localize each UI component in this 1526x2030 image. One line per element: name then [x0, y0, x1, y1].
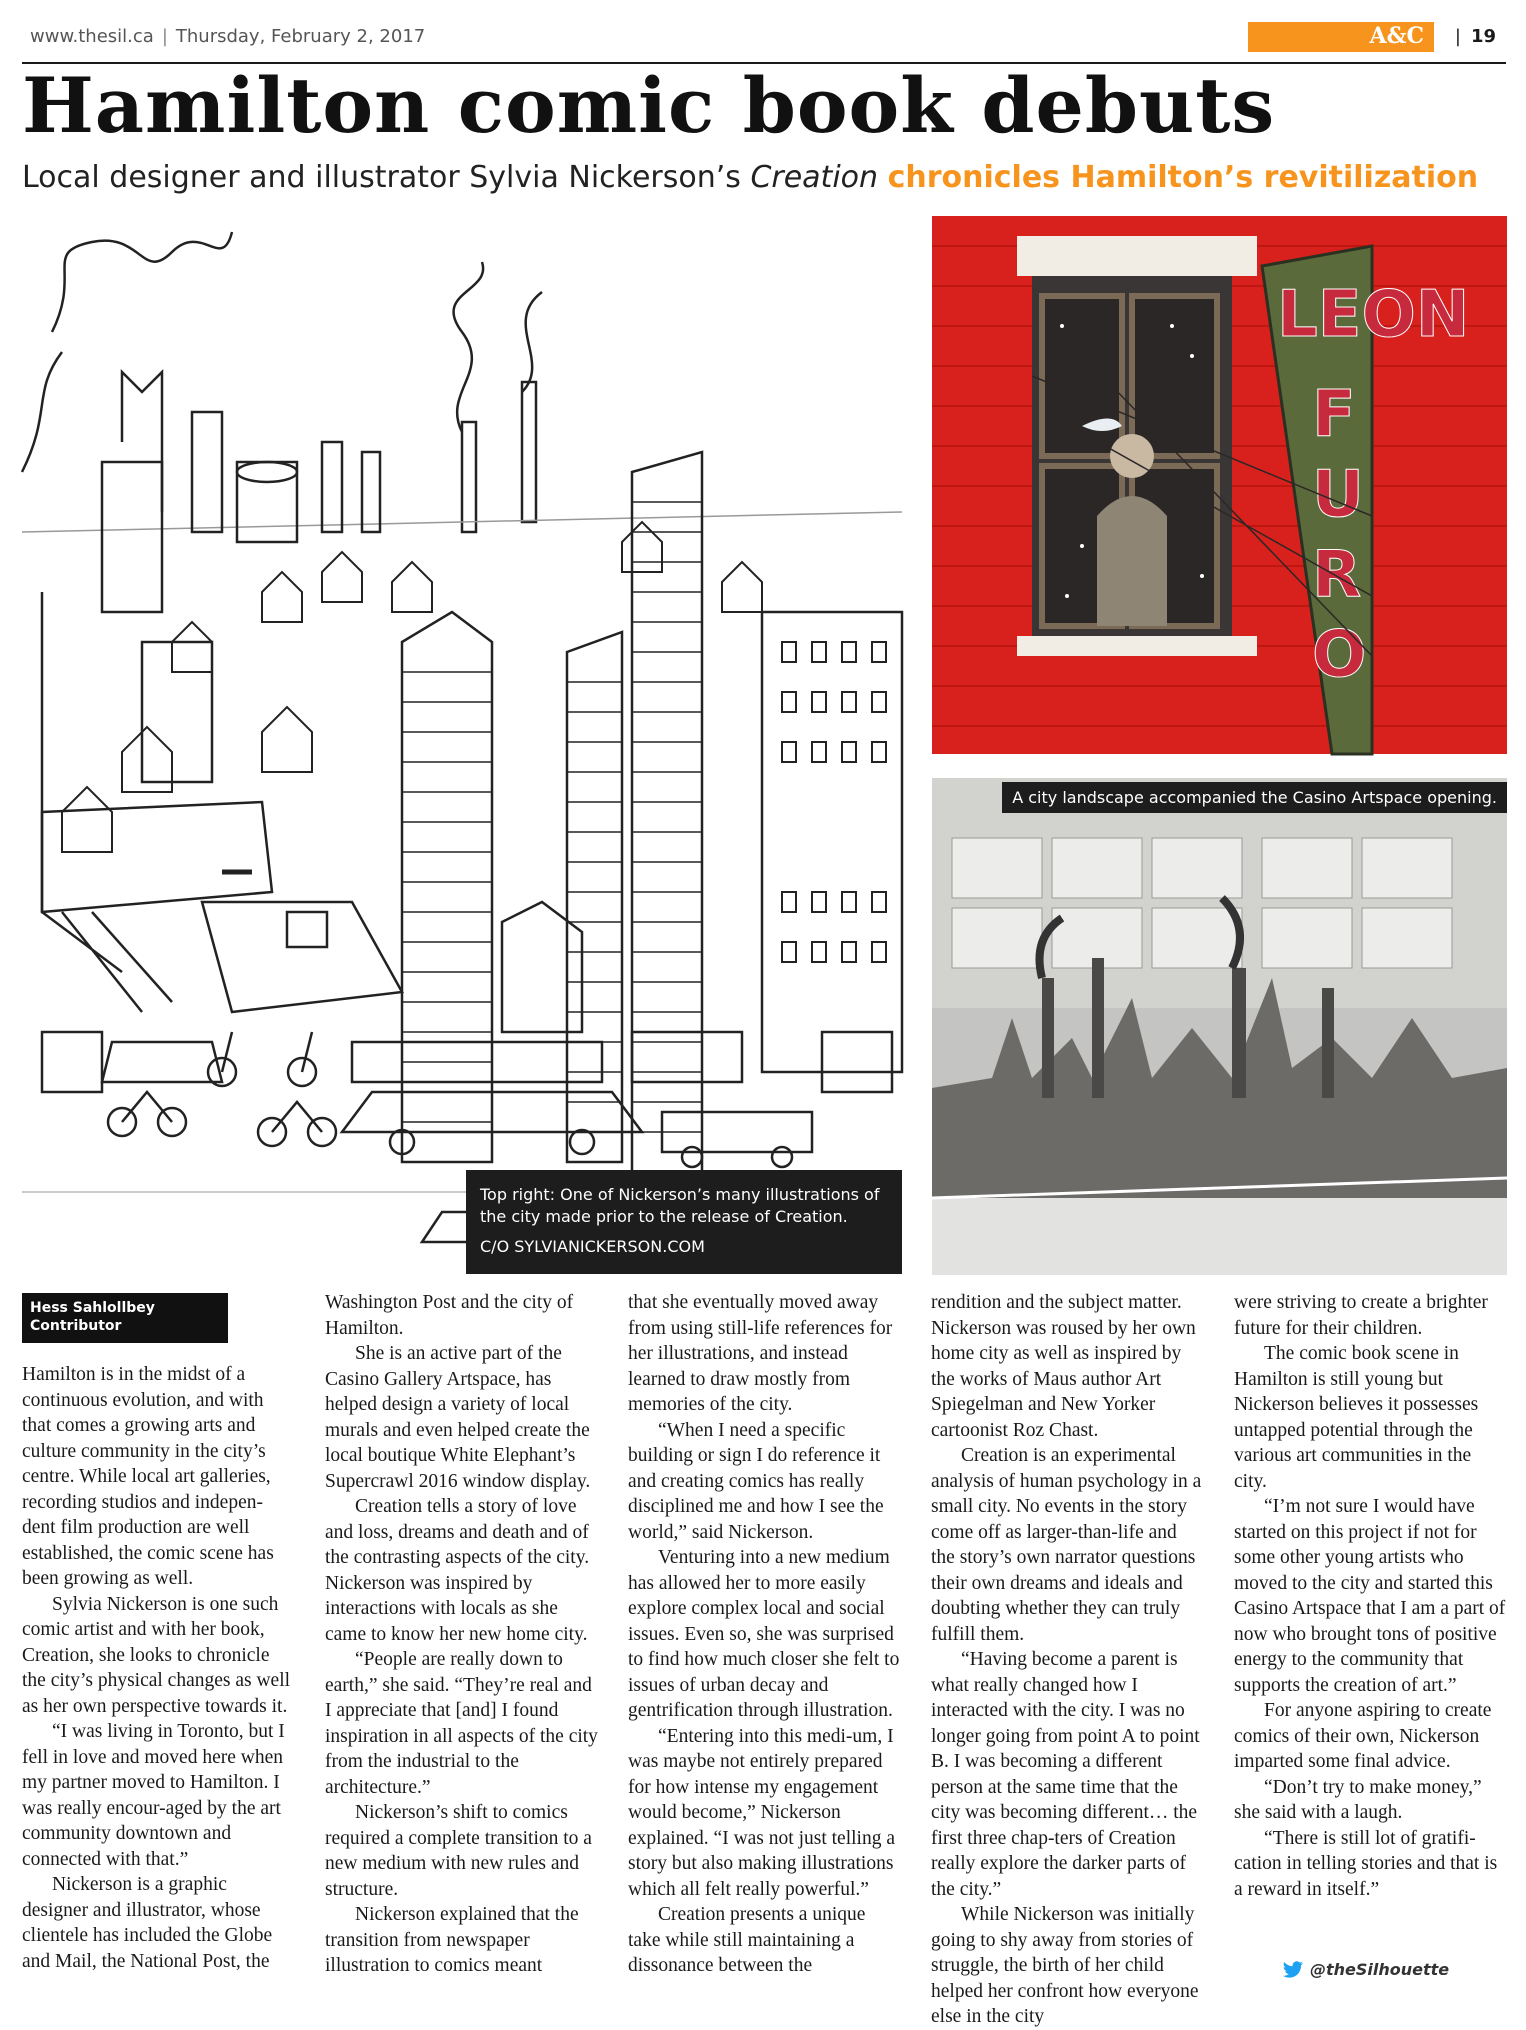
paragraph: Venturing into a new medium has allowed her to more easily explore complex local and social issues. Even so, she was surprised to find how much closer she felt to issues of urban decay and gentrification through illustration. [628, 1547, 900, 1721]
paragraph: Creation presents a unique take while still maintaining a dissonance between the [628, 1904, 866, 1976]
page-number: | 19 [1455, 26, 1496, 47]
twitter-handle-link[interactable] [1282, 1960, 1449, 1979]
masthead-info: www.thesil.ca | Thursday, February 2, 2017 [30, 26, 426, 47]
paragraph: Sylvia Nickerson is one such comic artist and with her book, Creation, she looks to chronicle the city’s physical changes as well as her own perspective towards it. [22, 1593, 291, 1717]
svg-text:R: R [1312, 538, 1362, 612]
red-brick-window-painting [932, 216, 1507, 754]
gallery-installation-photo [932, 778, 1507, 1275]
article-column-1 [22, 1362, 295, 1998]
image-caption [466, 1170, 902, 1274]
paragraph: “Having become a parent is what really changed how I interacted with the city. I was no longer going from point A to point B. I was becoming a different person at the same time that the city was becoming different… the first three chap-ters of Creation really explore the darker parts of the city.” [931, 1649, 1200, 1900]
paragraph: were striving to create a brighter future for their children. [1234, 1292, 1488, 1339]
image-caption-right: A city landscape accompanied the Casino Artspace opening. [1002, 782, 1507, 813]
photo-credit: C/O SYLVIANICKERSON.COM [480, 1237, 705, 1256]
subheadline [22, 160, 1478, 195]
subhead-space [878, 160, 888, 195]
paragraph: She is an active part of the Casino Gallery Artspace, has helped design a variety of local murals and even helped create the local boutique White Elephant’s Supercrawl 2016 window display. [325, 1343, 591, 1492]
paragraph: For anyone aspiring to create comics of their own, Nickerson imparted some final advice. [1234, 1700, 1492, 1772]
twitter-handle: @theSilhouette [1310, 1960, 1450, 1979]
site-url: www.thesil.ca [30, 26, 154, 47]
article-column-5 [1234, 1290, 1507, 1998]
article-column-2 [325, 1290, 598, 1998]
subhead-book-title: Creation [750, 160, 879, 195]
svg-text:U: U [1312, 458, 1364, 532]
paragraph: “There is still lot of gratifi-cation in telling stories and that is a reward in itself.” [1234, 1827, 1498, 1900]
paragraph: The comic book scene in Hamilton is still young but Nickerson believes it possesses untapped potential through the various art communities in the city. [1234, 1343, 1479, 1492]
paragraph: Nickerson’s shift to comics required a complete transition to a new medium with new rules and structure. [325, 1802, 592, 1900]
paragraph: Creation is an experimental analysis of human psychology in a small city. No events in the story come off as larger-than-life and the story’s own narrator questions their own dreams and ideals and doubting whether they can truly fulfill them. [931, 1445, 1202, 1645]
twitter-bird-icon [1282, 1961, 1304, 1979]
article-column-3 [628, 1290, 901, 1998]
paragraph: Nickerson explained that the transition from newspaper illustration to comics meant [325, 1904, 579, 1976]
article-column-4 [931, 1290, 1204, 2027]
section-label: A&C [1369, 23, 1424, 49]
section-tab [1248, 22, 1434, 52]
caption-text: Top right: One of Nickerson’s many illustrations of the city made prior to the release of Creation. [480, 1185, 880, 1226]
author-role: Contributor [30, 1318, 122, 1334]
paragraph: “I was living in Toronto, but I fell in love and moved here when my partner moved to Hamilton. I was really encour-aged by the art community downtown and connected with that.” [22, 1721, 285, 1870]
paragraph: Hamilton is in the midst of a continuous evolution, and with that comes a growing arts and culture community in the city’s centre. While local art galleries, recording studios and indepen-dent film production are well established, the comic scene has been growing as well. [22, 1364, 274, 1589]
paragraph: “Entering into this medi-um, I was maybe not entirely prepared for how intense my engagement would become,” Nickerson explained. “I was not just telling a story but also making illustrations which all felt really powerful.” [628, 1725, 895, 1900]
subhead-text: Local designer and illustrator Sylvia Nickerson’s [22, 160, 751, 195]
paragraph: that she eventually moved away from using still-life references for her illustrations, and instead learned to draw mostly from memories of the city. [628, 1292, 893, 1415]
paragraph: “People are really down to earth,” she said. “They’re real and I appreciate that [and] I found inspiration in all aspects of the city from the industrial to the architecture.” [325, 1649, 598, 1798]
paragraph: Washington Post and the city of Hamilton. [325, 1292, 574, 1339]
paragraph: “I’m not sure I would have started on this project if not for some other young artists who moved to the city and started this Casino Artspace that I am a part of now who brought tons of positive energy to the community that supports the creation of art.” [1234, 1496, 1506, 1696]
issue-date: Thursday, February 2, 2017 [175, 26, 426, 47]
paragraph: Creation tells a story of love and loss, dreams and death and of the contrasting aspects of the city. Nickerson was inspired by interactions with locals as she came to know her new home city. [325, 1496, 590, 1645]
headline: Hamilton comic book debuts [22, 61, 1276, 150]
paragraph: “When I need a specific building or sign I do reference it and creating comics has really disciplined me and how I see the world,” said Nickerson. [628, 1419, 884, 1543]
svg-text:F: F [1312, 378, 1356, 452]
paragraph: rendition and the subject matter. Nickerson was roused by her own home city as well as inspired by the works of Maus author Art Spiegelman and New Yorker cartoonist Roz Chast. [931, 1292, 1196, 1441]
city-skyline-drawing [22, 212, 902, 1272]
neon-sign-letters: LEON [1277, 278, 1470, 352]
page-header [22, 18, 1506, 64]
byline [22, 1293, 228, 1343]
subhead-highlight: chronicles Hamilton’s revitilization [887, 160, 1479, 195]
svg-text:O: O [1312, 618, 1367, 692]
paragraph: While Nickerson was initially going to shy away from stories of struggle, the birth of her child helped her confront how everyone else in the city [931, 1904, 1199, 2027]
paragraph: Nickerson is a graphic designer and illustrator, whose clientele has included the Globe and Mail, the National Post, the [22, 1874, 273, 1972]
author-name: Hess Sahlollbey [30, 1300, 155, 1316]
paragraph: “Don’t try to make money,” she said with a laugh. [1234, 1776, 1482, 1823]
